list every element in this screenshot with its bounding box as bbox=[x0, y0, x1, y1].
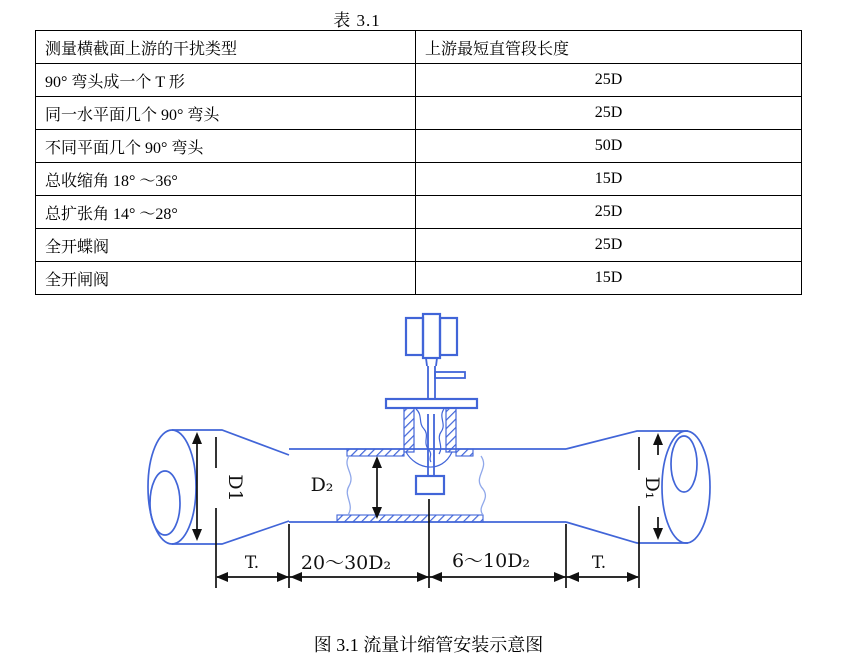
cell-length: 15D bbox=[416, 262, 802, 295]
cell-length: 25D bbox=[416, 196, 802, 229]
left-reducer bbox=[172, 430, 289, 455]
cell-type: 总收缩角 18° ～36° bbox=[36, 163, 416, 196]
nozzle-walls bbox=[404, 408, 456, 452]
cell-type: 同一水平面几个 90° 弯头 bbox=[36, 97, 416, 130]
l-left-label: T. bbox=[244, 553, 260, 573]
l-right-label: T. bbox=[591, 553, 607, 573]
downstream-length-label: 6～10D₂ bbox=[451, 550, 531, 572]
cell-type: 90° 弯头成一个 T 形 bbox=[36, 64, 416, 97]
d1-left-label: D1 bbox=[224, 474, 246, 502]
cell-type: 总扩张角 14° ～28° bbox=[36, 196, 416, 229]
cell-length: 25D bbox=[416, 97, 802, 130]
flow-meter-assembly bbox=[386, 314, 477, 494]
upstream-length-label: 20～30D₂ bbox=[300, 552, 392, 574]
hatched-wall-sections bbox=[337, 449, 483, 522]
cell-length: 50D bbox=[416, 130, 802, 163]
header-min-straight-length: 上游最短直管段长度 bbox=[416, 31, 802, 64]
mounting-flange bbox=[386, 399, 477, 408]
cell-length: 25D bbox=[416, 64, 802, 97]
cell-length: 15D bbox=[416, 163, 802, 196]
table-title: 表 3.1 bbox=[333, 11, 381, 30]
cell-type: 全开闸阀 bbox=[36, 262, 416, 295]
meter-stem bbox=[428, 366, 435, 399]
length-dimension-chain bbox=[216, 572, 639, 582]
d1-right-label: D₁ bbox=[641, 476, 663, 500]
d1-right-arrow bbox=[639, 433, 663, 588]
d2-label: D₂ bbox=[310, 474, 334, 496]
extension-lines bbox=[289, 499, 566, 588]
figure-caption: 图 3.1 流量计缩管安装示意图 bbox=[313, 635, 544, 655]
cell-type: 全开蝶阀 bbox=[36, 229, 416, 262]
cell-length: 25D bbox=[416, 229, 802, 262]
meter-handle bbox=[435, 372, 465, 378]
d2-arrow bbox=[372, 456, 382, 519]
d1-left-arrow bbox=[192, 432, 216, 588]
header-disturbance-type: 测量横截面上游的干扰类型 bbox=[36, 31, 416, 64]
left-pipe-end bbox=[148, 430, 196, 544]
meter-head bbox=[406, 314, 457, 366]
right-pipe-end bbox=[662, 431, 710, 543]
sensor-body bbox=[416, 476, 444, 494]
cell-type: 不同平面几个 90° 弯头 bbox=[36, 130, 416, 163]
